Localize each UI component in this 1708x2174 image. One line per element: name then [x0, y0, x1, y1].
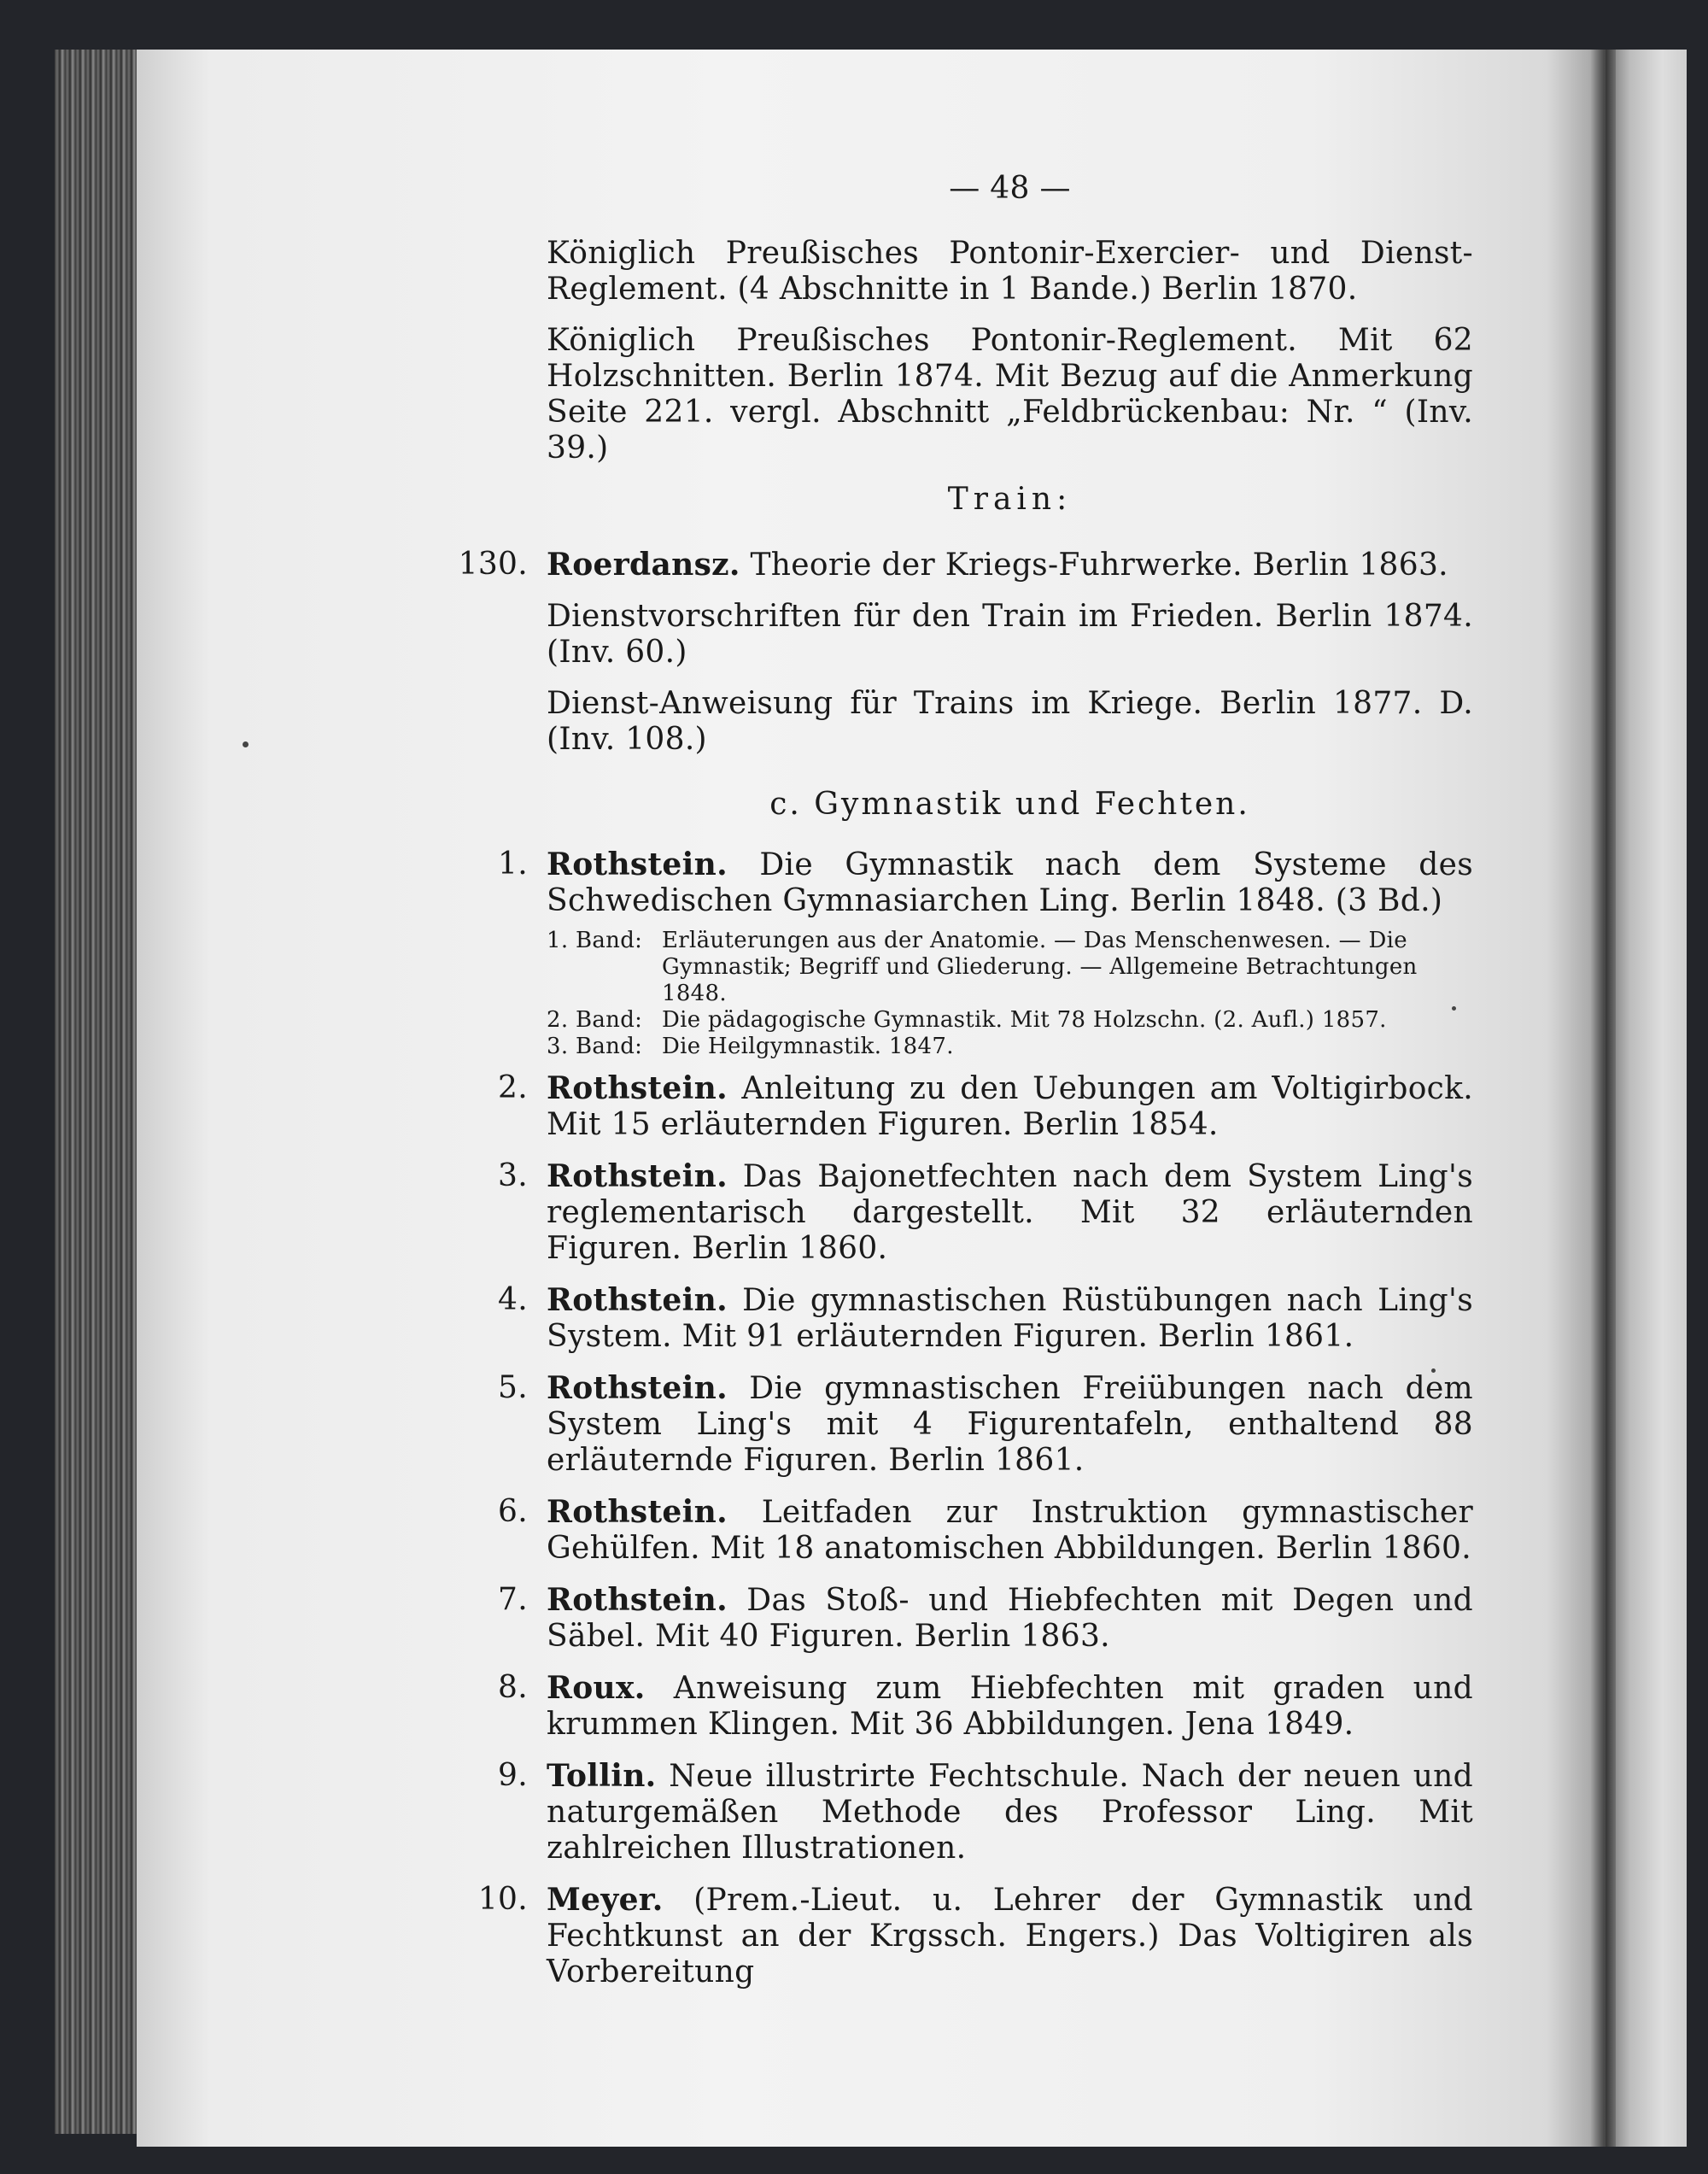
entry-author: Rothstein.: [547, 1070, 728, 1106]
page-number: — 48 —: [949, 171, 1071, 206]
entry-text: Die gymnastischen Freiübungen nach dem System Ling's mit 4 Figurentafeln, enthaltend 88 erläuternde Figuren. Berlin 1861.: [547, 1371, 1473, 1478]
entry-author: Roux.: [547, 1670, 646, 1706]
catalog-entry: [477, 1882, 1473, 1990]
catalog-entry: [498, 1494, 1473, 1567]
volume-text: Erläuterungen aus der Anatomie. — Das Menschenwesen. — Die Gymnastik; Begriff und Gliederung. — Allgemeine Betrachtungen 1848.: [662, 928, 1418, 1006]
catalog-entry: [498, 1158, 1473, 1267]
entry-list: [477, 847, 1474, 1990]
entry-number: 1.: [498, 847, 528, 882]
catalog-entry: [498, 1582, 1473, 1655]
entry-number: 4.: [498, 1282, 528, 1317]
entry-text: Das Bajonetfechten nach dem System Ling's reglementarisch dargestellt. Mit 32 erläuternden Figuren. Berlin 1860.: [547, 1159, 1473, 1266]
volume-label: 2. Band:: [547, 1007, 643, 1033]
volume-text: Die pädagogische Gymnastik. Mit 78 Holzschn. (2. Aufl.) 1857.: [662, 1007, 1387, 1033]
preamble-entry: Königlich Preußisches Pontonir-Exercier- und Dienst-Reglement. (4 Abschnitte in 1 Bande.) Berlin 1870.: [547, 236, 1473, 307]
entry-author: Roerdansz.: [547, 547, 740, 583]
entry-number: 8.: [498, 1670, 528, 1705]
entry-number: 10.: [477, 1882, 528, 1917]
section-heading-gymnastics: c. Gymnastik und Fechten.: [769, 787, 1250, 822]
speck-mark: [243, 741, 249, 747]
section-heading-train: Train:: [947, 482, 1073, 517]
entry-number: 3.: [498, 1158, 528, 1193]
catalog-entry: [498, 847, 1474, 919]
entry-text: (Prem.-Lieut. u. Lehrer der Gymnastik und Fechtkunst an der Krgssch. Engers.) Das Voltigiren als Vorbereitung: [547, 1883, 1473, 1989]
catalog-entry: [458, 547, 1473, 583]
volume-item: [547, 1007, 1473, 1034]
entry-text: Das Stoß- und Hiebfechten mit Degen und Säbel. Mit 40 Figuren. Berlin 1863.: [547, 1583, 1473, 1654]
entry-number: 6.: [498, 1494, 528, 1529]
entry-author: Rothstein.: [547, 1158, 728, 1194]
entry-number: 5.: [498, 1370, 528, 1405]
entry-extra: Dienstvorschriften für den Train im Frieden. Berlin 1874. (Inv. 60.): [547, 599, 1473, 670]
catalog-entry: [498, 1070, 1473, 1143]
catalog-entry: [498, 1758, 1474, 1866]
entry-number: 2.: [498, 1070, 528, 1105]
entry-author: Rothstein.: [547, 1494, 728, 1530]
volume-label: 3. Band:: [547, 1034, 643, 1059]
entry-number: 9.: [498, 1758, 528, 1793]
entry-text: Die gymnastischen Rüstübungen nach Ling's System. Mit 91 erläuternden Figuren. Berlin 1861.: [547, 1283, 1474, 1354]
entry-author: Rothstein.: [547, 1370, 728, 1406]
entry-author: Rothstein.: [547, 847, 728, 882]
entry-author: Tollin.: [547, 1758, 657, 1794]
preamble-entry: Königlich Preußisches Pontonir-Reglement. Mit 62 Holzschnitten. Berlin 1874. Mit Bezug auf die Anmerkung Seite 221. vergl. Abschnitt „Feldbrückenbau: Nr. “ (Inv. 39.): [547, 323, 1473, 466]
volume-label: 1. Band:: [547, 928, 643, 953]
volume-list: [547, 928, 1473, 1060]
book-page-edges: [55, 50, 149, 2134]
entry-text: Leitfaden zur Instruktion gymnastischer Gehülfen. Mit 18 anatomischen Abbildungen. Berlin 1860.: [547, 1495, 1473, 1566]
entry-text: Anleitung zu den Uebungen am Voltigirbock. Mit 15 erläuternden Figuren. Berlin 1854.: [547, 1071, 1473, 1142]
volume-text: Die Heilgymnastik. 1847.: [662, 1034, 954, 1059]
entry-text: Theorie der Kriegs-Fuhrwerke. Berlin 1863.: [750, 548, 1448, 583]
catalog-entry: [498, 1282, 1474, 1355]
volume-item: [547, 928, 1473, 1007]
page-text: [458, 171, 1474, 2006]
entry-number: 130.: [458, 547, 528, 582]
entry-author: Rothstein.: [547, 1282, 728, 1318]
entry-text: Die Gymnastik nach dem Systeme des Schwedischen Gymnasiarchen Ling. Berlin 1848. (3 Bd.): [547, 847, 1474, 918]
entry-extra: Dienst-Anweisung für Trains im Kriege. Berlin 1877. D. (Inv. 108.): [547, 686, 1473, 757]
entry-author: Rothstein.: [547, 1582, 728, 1618]
entry-author: Meyer.: [547, 1882, 664, 1918]
catalog-entry: [498, 1670, 1473, 1743]
entry-text: Neue illustrirte Fechtschule. Nach der neuen und naturgemäßen Methode des Professor Ling. Mit zahlreichen Illustrationen.: [547, 1759, 1474, 1866]
entry-number: 7.: [498, 1582, 528, 1617]
entry-text: Anweisung zum Hiebfechten mit graden und krummen Klingen. Mit 36 Abbildungen. Jena 1849.: [547, 1671, 1473, 1742]
facing-page-edge: [1606, 50, 1687, 2147]
catalog-entry: [498, 1370, 1473, 1479]
volume-item: [547, 1034, 1473, 1060]
book-gutter-shadow: [1590, 50, 1616, 2147]
